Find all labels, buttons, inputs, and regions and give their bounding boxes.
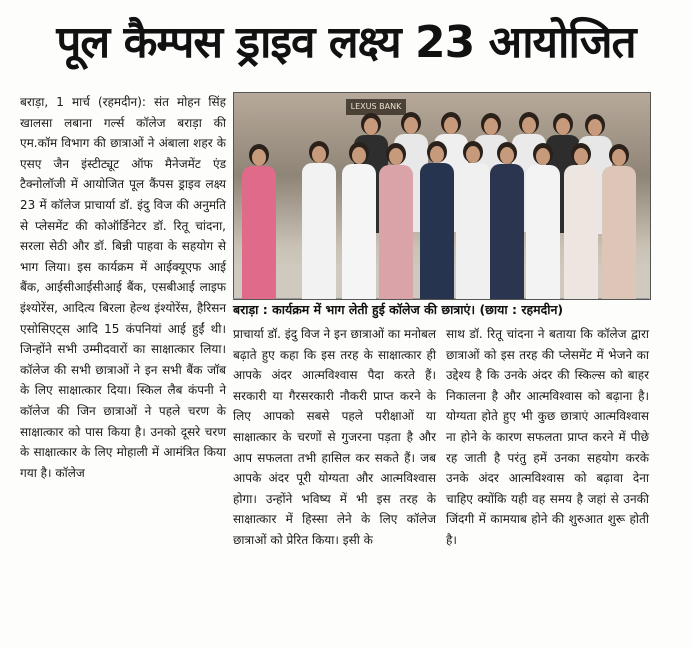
article-text-1: बराड़ा, 1 मार्च (रहमदीन): संत मोहन सिंह खालसा लबाना गर्ल्स कॉलेज बराड़ा की एम.कॉम विभाग की छात्राओं ने अंबाला शहर के एसए जैन इंस्टीट्यूट ऑफ मैनेजमेंट एंड टैक्नोलॉजी में आयोजित पूल कैंपस ड्राइव लक्ष्य 23 में कॉलेज प्राचार्या डॉ. इंदु विज की अनुमति से प्लेसमेंट की कोऑर्डिनेटर डॉ. रितू चांदना, सरला सेठी और डॉ. बिन्नी पाहवा के सहयोग से भाग लिया। इस कार्यक्रम में आईक्यूएफ आई बैंक, आईसीआईसीआई बैंक, एसबीआई लाइफ इंश्योरेंस, आदित्य बिरला हेल्थ इंश्योरेंस, हैरिसन एसोसिएट्स आदि 15 कंपनियां आई हुईं थी। जिन्होंने सभी उम्मीदवारों का साक्षात्कार लिया। कॉलेज की सभी छात्राओं ने इन सभी बैंक जॉब के लिए साक्षात्कार दिया। स्किल लैब कंपनी ने कॉलेज की जिन छात्राओं ने पहले चरण के साक्षात्कार को पास किया है। उनको दूसरे चरण के साक्षात्कार के लिए मोहाली में आमंत्रित किया गया है। कॉलेज [20,95,226,480]
headline: पूल कैम्पस ड्राइव लक्ष्य 23 आयोजित [56,17,636,68]
photo-person [420,141,454,300]
article-text-3: साथ डॉ. रितू चांदना ने बताया कि कॉलेज द्वारा छात्राओं को इस तरह की प्लेसमेंट में भेजने का उद्देश्य है कि उनके अंदर की स्किल्स को बाहर निकालना है और आत्मविश्वास को बढ़ाना है। योग्यता होते हुए भी कुछ छात्राएं आत्मविश्वास ना होने के कारण सफलता प्राप्त करने में पीछे रह जाती है परंतु हमें उनका सहयोग करके उनके अंदर आत्मविश्वास को बढ़ावा देना चाहिए क्योंकि यही वह समय है जहां से उनकी जिंदगी में कामयाब होने की शुरुआत शुरू होती है। [446,327,649,547]
photo-person [242,144,276,300]
article-column-3 [446,324,649,639]
photo-person [379,143,413,300]
photo-person [526,143,560,300]
news-photo [233,92,651,300]
photo-person [564,143,598,300]
article-text-2: प्राचार्या डॉ. इंदु विज ने इन छात्राओं का मनोबल बढ़ाते हुए कहा कि इस तरह के साक्षात्कार ही आपके अंदर आत्मविश्वास पैदा करते हैं। सरकारी या गैरसरकारी नौकरी प्राप्त करने के लिए आपको सबसे पहले परीक्षाओं या साक्षात्कार के चरणों से गुजरना पड़ता है और आप सफलता तभी हासिल कर सकते हैं। जब आपके अंदर पूरी योग्यता और आत्मविश्वास होगा। उन्होंने भविष्य में भी इस तरह के साक्षात्कार में हिस्सा लेने के लिए कॉलेज छात्राओं को प्रेरित किया। इसी के [233,327,436,547]
photo-person [456,141,490,300]
photo-person [302,141,336,300]
article-column-1 [20,92,226,639]
photo-person [490,142,524,300]
photo-sign: LEXUS BANK [346,99,406,115]
article-column-2 [233,324,436,639]
photo-caption: बराड़ा : कार्यक्रम में भाग लेती हुई कॉलेज की छात्राएं। (छाया : रहमदीन) [233,302,564,317]
photo-person [602,144,636,300]
photo-person [342,142,376,300]
